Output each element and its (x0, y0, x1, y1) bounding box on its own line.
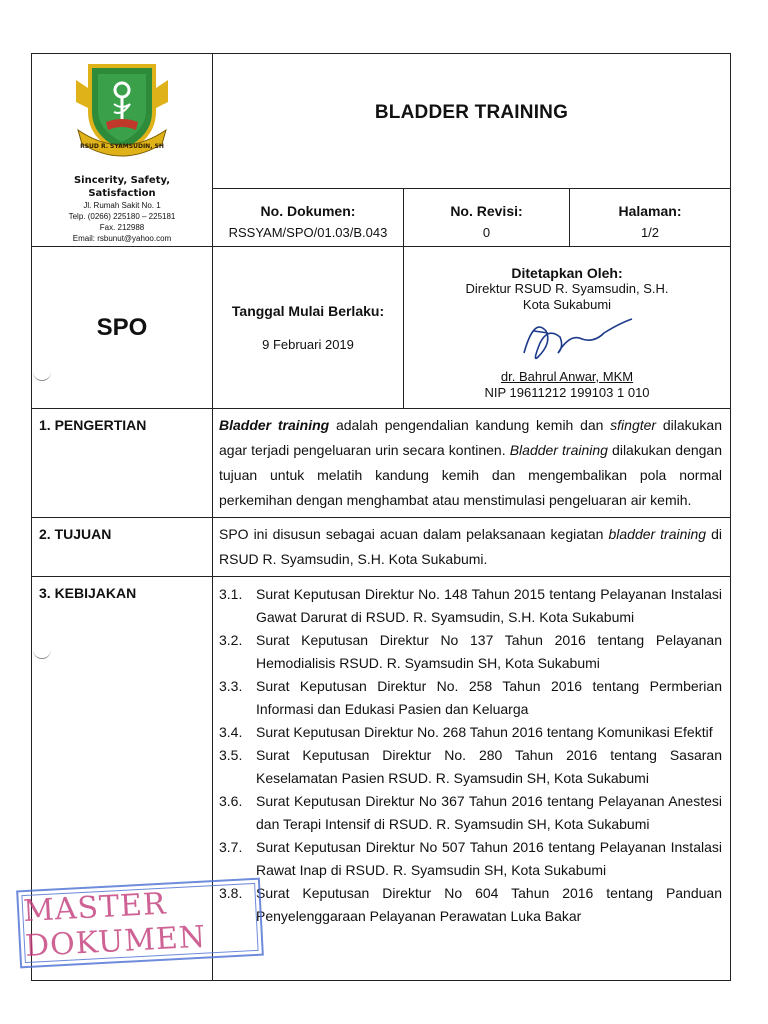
policy-number: 3.8. (219, 885, 243, 901)
document-number-cell (213, 189, 404, 247)
policy-text: Surat Keputusan Direktur No. 258 Tahun 2016 tentang Permberian Informasi dan Edukasi Pasien dan Keluarga (256, 678, 722, 717)
title-cell (213, 54, 731, 189)
section-tujuan-label-cell (32, 518, 213, 577)
tujuan-text-a: SPO ini disusun sebagai acuan dalam pelaksanaan kegiatan (219, 526, 609, 542)
policy-number: 3.5. (219, 747, 243, 763)
approver-city: Kota Sukabumi (522, 297, 612, 312)
pengertian-text-c: dilakukan dengan tujuan untuk melatih kandung kemih dan mengembalikan pola normal perkemihan dengan menghambat atau menstimulasi pengeluaran air kemih. (219, 442, 723, 508)
list-item (219, 744, 722, 790)
logo-text: RSUD R. SYAMSUDIN, SH (80, 143, 164, 150)
page-number-label: Halaman: (618, 203, 682, 219)
policy-number: 3.3. (219, 678, 243, 694)
approval-label: Ditetapkan Oleh: (511, 265, 623, 281)
motto-line-2: Satisfaction (88, 188, 156, 199)
hospital-email: Email: rsbunut@yahoo.com (72, 234, 172, 243)
policy-text: Surat Keputusan Direktur No 604 Tahun 2016 tentang Panduan Penyelenggaraan Pelayanan Perawatan Luka Bakar (256, 885, 722, 924)
hospital-fax: Fax. 212988 (99, 223, 145, 232)
spo-label: SPO (96, 313, 148, 341)
pengertian-text-b: dilakukan agar terjadi pengeluaran urin secara kontinen. (219, 417, 722, 458)
approver-name: dr. Bahrul Anwar, MKM (500, 369, 634, 384)
list-item (219, 721, 722, 744)
effective-date-value: 9 Februari 2019 (262, 337, 354, 352)
list-item (219, 583, 722, 629)
signature (404, 313, 730, 369)
list-item (219, 629, 722, 675)
document-title: BLADDER TRAINING (374, 102, 569, 123)
policy-number: 3.1. (219, 586, 243, 602)
section-pengertian-body (213, 409, 731, 518)
document-number-label: No. Dokumen: (260, 203, 356, 219)
effective-date-cell (213, 247, 404, 409)
pengertian-term-2: Bladder training (509, 442, 608, 458)
hospital-address: Jl. Rumah Sakit No. 1 (83, 201, 161, 210)
pengertian-term-sfingter: sfingter (610, 417, 657, 433)
section-tujuan-label: 2. TUJUAN (39, 526, 112, 542)
policy-text: Surat Keputusan Direktur No. 268 Tahun 2016 tentang Komunikasi Efektif (256, 724, 713, 740)
master-document-stamp (16, 878, 264, 969)
policy-text: Surat Keputusan Direktur No. 148 Tahun 2015 tentang Pelayanan Instalasi Gawat Darurat di RSUD. R. Syamsudin, S.H. Kota Sukabumi (256, 586, 722, 625)
policy-number: 3.7. (219, 839, 243, 855)
section-kebijakan-body (213, 577, 731, 981)
stamp-text: MASTER DOKUMEN (22, 886, 207, 965)
section-kebijakan-label: 3. KEBIJAKAN (39, 585, 137, 601)
revision-cell (404, 189, 570, 247)
spo-label-cell (32, 247, 213, 409)
section-pengertian-label-cell (32, 409, 213, 518)
tujuan-text-b: di RSUD R. Syamsudin, S.H. Kota Sukabumi. (219, 526, 722, 567)
signature-icon (504, 313, 654, 369)
policy-text: Surat Keputusan Direktur No 367 Tahun 2016 tentang Pelayanan Anestesi dan Terapi Intensif di RSUD. R. Syamsudin SH, Kota Sukabumi (256, 793, 722, 832)
policy-text: Surat Keputusan Direktur No 137 Tahun 2016 tentang Pelayanan Hemodialisis RSUD. R. Syamsudin SH, Kota Sukabumi (256, 632, 722, 671)
effective-date-label: Tanggal Mulai Berlaku: (231, 303, 385, 319)
approver-nip: NIP 19611212 199103 1 010 (484, 385, 650, 400)
pengertian-text-a: adalah pengendalian kandung kemih dan (329, 417, 611, 433)
list-item (219, 790, 722, 836)
section-tujuan-body (213, 518, 731, 577)
revision-label: No. Revisi: (450, 203, 523, 219)
page-number-value: 1/2 (640, 225, 660, 240)
tujuan-term: bladder training (608, 526, 707, 542)
hospital-logo (72, 60, 172, 160)
approval-cell (404, 247, 731, 409)
policy-number: 3.6. (219, 793, 243, 809)
hospital-phone: Telp. (0266) 225180 – 225181 (68, 212, 176, 221)
hospital-crest-icon (72, 60, 172, 160)
list-item (219, 836, 722, 882)
list-item (219, 675, 722, 721)
policy-text: Surat Keputusan Direktur No 507 Tahun 2016 tentang Pelayanan Instalasi Rawat Inap di RSUD. R. Syamsudin SH, Kota Sukabumi (256, 839, 722, 878)
policy-list (219, 583, 722, 928)
page-number-cell (570, 189, 731, 247)
section-pengertian-label: 1. PENGERTIAN (39, 417, 147, 433)
hospital-identity-cell (32, 54, 213, 247)
policy-number: 3.4. (219, 724, 243, 740)
spo-table (31, 53, 731, 981)
motto-line-1: Sincerity, Safety, (73, 175, 171, 186)
revision-value: 0 (482, 225, 491, 240)
list-item (219, 882, 722, 928)
pengertian-term: Bladder training (219, 417, 330, 433)
document-number-value: RSSYAM/SPO/01.03/B.043 (228, 225, 388, 240)
approver-title: Direktur RSUD R. Syamsudin, S.H. (465, 281, 669, 296)
policy-text: Surat Keputusan Direktur No. 280 Tahun 2016 tentang Sasaran Keselamatan Pasien RSUD. R. Syamsudin SH, Kota Sukabumi (256, 747, 722, 786)
policy-number: 3.2. (219, 632, 243, 648)
